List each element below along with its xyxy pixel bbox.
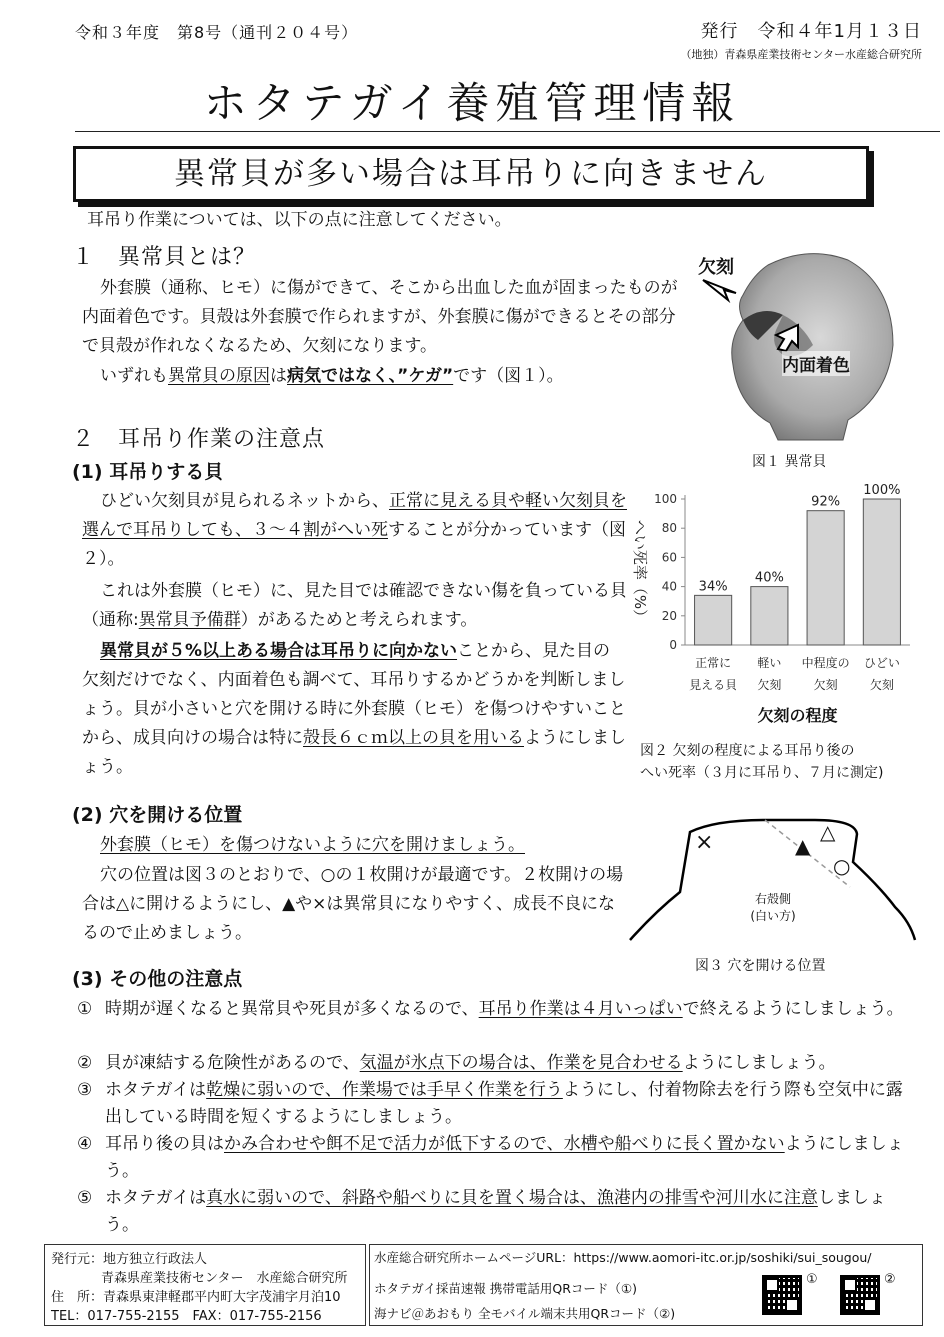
list-item xyxy=(77,1077,917,1131)
subsection-3-title: (3) その他の注意点 xyxy=(72,968,243,990)
mark-filled-triangle: ▲ xyxy=(795,834,811,858)
qr-code-2-icon[interactable] xyxy=(840,1275,880,1315)
label-naimen-chakushoku: 内面着色 xyxy=(782,351,850,376)
links-footer xyxy=(369,1244,923,1326)
section-1-paragraph: 外套膜（通称、ヒモ）に傷ができて、そこから出血した血が固まったものが内面着色です。貝殻は外套膜で作られますが、外套膜に傷ができるとその部分で貝殻が作れなくなるため、欠刻になります。 xyxy=(82,278,678,356)
homepage-url[interactable]: 水産総合研究所ホームページURL：https://www.aomori-itc.or.jp/soshiki/sui_sougou/ xyxy=(374,1250,872,1265)
underlined-text: かみ合わせや餌不足で活力が低下するので、水槽や船べりに長く置かない xyxy=(224,1134,785,1154)
newsletter-title: ホタテガイ養殖管理情報 xyxy=(203,79,741,129)
y-tick-label: 0 xyxy=(669,638,677,652)
list-number: ② xyxy=(77,1053,93,1073)
x-tick-label: 欠刻 xyxy=(813,678,838,692)
underlined-text: 乾燥に弱いので、作業場では手早く作業を行う xyxy=(206,1080,563,1100)
text-run: ようにし、付着物除去を行う際も空気中に露出している時間を短くするようにしましょう。 xyxy=(105,1080,903,1127)
text-run: ひどい欠刻貝が見られるネットから、 xyxy=(100,491,389,511)
underlined-text: 異常貝の原因 xyxy=(168,366,270,386)
footer-address: 住 所：青森県東津軽郡平内町大字茂浦字月泊10 xyxy=(51,1290,341,1305)
list-number: ④ xyxy=(77,1134,93,1154)
text-run: することが分かっています（図２）。 xyxy=(82,520,626,569)
text-run: いずれも xyxy=(100,366,168,386)
underlined-bold-text: 異常貝が５%以上ある場合は耳吊りに向かない xyxy=(100,641,458,661)
list-item xyxy=(77,1131,917,1185)
footer-organization: 青森県産業技術センター 水産総合研究所 xyxy=(101,1271,348,1286)
text-run: ようにしましょう。 xyxy=(82,728,626,777)
text-run: 時期が遅くなると異常貝や死貝が多くなるので、 xyxy=(105,999,479,1019)
figure-2-caption-line-1: 図２ 欠刻の程度による耳吊り後の xyxy=(640,743,855,759)
x-tick-label: 正常に xyxy=(695,656,732,670)
title-divider xyxy=(75,131,940,132)
text-run: ）があるためと考えられます。 xyxy=(240,610,478,630)
mortality-bar-chart xyxy=(610,470,920,740)
shell-side-label xyxy=(743,890,803,924)
figure-3-caption: 図３ 穴を開ける位置 xyxy=(695,958,826,974)
x-tick-label: ひどい xyxy=(863,656,900,670)
bar-data-label: 100% xyxy=(863,483,901,498)
qr-code-2-label: 海ナビ＠あおもり 全モバイル端末共用QRコード（②) xyxy=(374,1306,676,1321)
shell-side-label-line-1: 右殻側 xyxy=(754,892,791,906)
text-run: 耳吊り後の貝は xyxy=(105,1134,224,1154)
subsection-1-paragraph-1 xyxy=(82,487,627,574)
x-axis-label: 欠刻の程度 xyxy=(757,706,838,725)
text-run: しましょう。 xyxy=(105,1188,886,1235)
text-run: ホタテガイは xyxy=(105,1080,207,1100)
subsection-2-paragraph: 穴の位置は図３のとおりで、○の１枚開けが最適です。２枚開けの場合は△に開けるようにし、▲や×は異常貝になりやすく、成長不良になるので止めましょう。 xyxy=(82,865,624,943)
issue-number: 令和３年度 第8号（通刊２０４号） xyxy=(75,23,359,42)
label-kekkoku: 欠刻 xyxy=(698,257,734,278)
underlined-bold-text: 病気ではなく、”ケガ” xyxy=(287,366,454,386)
publisher-org: （地独）青森県産業技術センター水産総合研究所 xyxy=(680,48,922,61)
x-tick-label: 欠刻 xyxy=(869,678,894,692)
list-item xyxy=(77,1185,917,1239)
underlined-text: 真水に弱いので、斜路や船べりに貝を置く場合は、漁港内の排雪や河川水に注意 xyxy=(206,1188,818,1208)
qr-code-2-mark: ② xyxy=(884,1272,896,1287)
underlined-text: 殻長６ｃｍ以上の貝を用いる xyxy=(303,728,524,748)
list-item xyxy=(77,1050,917,1077)
bar-data-label: 40% xyxy=(754,570,784,586)
y-tick-label: 60 xyxy=(661,550,677,565)
underlined-text: 耳吊り作業は４月いっぱい xyxy=(478,999,683,1019)
x-tick-label: 見える貝 xyxy=(689,678,738,692)
subsection-1-title: (1) 耳吊りする貝 xyxy=(72,461,224,483)
text-run: ようにしましょう。 xyxy=(105,1134,904,1181)
figure-1 xyxy=(698,245,908,445)
text-run: は xyxy=(270,366,287,386)
section-1-title: １ 異常貝とは？ xyxy=(72,245,257,270)
subsection-2-title: (2) 穴を開ける位置 xyxy=(72,804,243,826)
bar xyxy=(807,511,844,645)
text-run: ことから、見た目の欠刻だけでなく、内面着色も調べて、耳吊りするかどうかを判断しましょう。貝が小さいと穴を開ける時に外套膜（ヒモ）を傷つけやすいことから、成貝向けの場合は特に xyxy=(82,641,626,748)
shell-side-label-line-2: (白い方) xyxy=(750,909,796,923)
underlined-text: 異常貝予備群 xyxy=(138,610,241,630)
text-run: 貝が凍結する危険性があるので、 xyxy=(105,1053,360,1073)
bar xyxy=(751,587,788,645)
list-number: ③ xyxy=(77,1080,93,1100)
x-tick-label: 欠刻 xyxy=(757,678,782,692)
subsection-1-paragraph-3 xyxy=(82,637,627,782)
mark-open-triangle: △ xyxy=(820,820,836,844)
shell-outline-diagram xyxy=(625,812,925,947)
bar-data-label: 34% xyxy=(698,579,728,595)
text-run: です（図１）。 xyxy=(453,366,564,386)
y-tick-label: 40 xyxy=(661,579,677,594)
y-tick-label: 80 xyxy=(661,521,677,536)
issue-date: 発行 令和４年1月１３日 xyxy=(700,21,922,42)
text-run: ようにしましょう。 xyxy=(682,1053,836,1073)
footer-publisher: 発行元：地方独立行政法人 xyxy=(51,1252,208,1267)
bar xyxy=(695,595,732,645)
qr-code-1-label: ホタテガイ採苗速報 携帯電話用QRコード（①) xyxy=(374,1281,637,1296)
list-number: ⑤ xyxy=(77,1188,93,1208)
publisher-footer xyxy=(44,1244,366,1326)
mark-cross: × xyxy=(695,830,714,855)
x-tick-label: 軽い xyxy=(757,656,782,670)
section-1-conclusion xyxy=(100,362,690,391)
y-tick-label: 100 xyxy=(654,492,677,506)
subsection-1-paragraph-2 xyxy=(82,577,627,635)
qr-code-1-icon[interactable] xyxy=(762,1275,802,1315)
headline-box: 異常貝が多い場合は耳吊りに向きません xyxy=(73,146,869,202)
y-tick-label: 20 xyxy=(661,608,677,623)
list-item xyxy=(77,996,917,1023)
figure-3 xyxy=(625,812,925,947)
mark-circle: ○ xyxy=(833,854,851,878)
subsection-2-lead: 外套膜（ヒモ）を傷つけないように穴を開けましょう。 xyxy=(100,835,525,855)
text-run: これは外套膜（ヒモ）に、見た目では確認できない傷を負っている貝（通称: xyxy=(82,581,627,630)
footer-phone-fax: TEL：017-755-2155 FAX：017-755-2156 xyxy=(51,1309,322,1324)
list-number: ① xyxy=(77,999,93,1019)
section-2-title: ２ 耳吊り作業の注意点 xyxy=(72,427,326,452)
underlined-text: 気温が氷点下の場合は、作業を見合わせる xyxy=(359,1053,683,1073)
intro-text: 耳吊り作業については、以下の点に注意してください。 xyxy=(87,210,512,230)
bar-data-label: 92% xyxy=(811,494,841,510)
x-tick-label: 中程度の xyxy=(801,656,850,670)
underlined-text: 正常に見える貝や軽い欠刻貝を選んで耳吊りしても、３～４割がへい死 xyxy=(82,491,627,540)
y-axis-label: へい死率（%） xyxy=(631,519,649,625)
text-run: ホタテガイは xyxy=(105,1188,207,1208)
text-run: で終えるようにしましょう。 xyxy=(682,999,904,1019)
qr-code-1-mark: ① xyxy=(806,1272,818,1287)
figure-2-caption-line-2: へい死率（３月に耳吊り、７月に測定) xyxy=(640,765,884,781)
bar xyxy=(863,499,900,645)
figure-1-caption: 図１ 異常貝 xyxy=(752,454,827,470)
